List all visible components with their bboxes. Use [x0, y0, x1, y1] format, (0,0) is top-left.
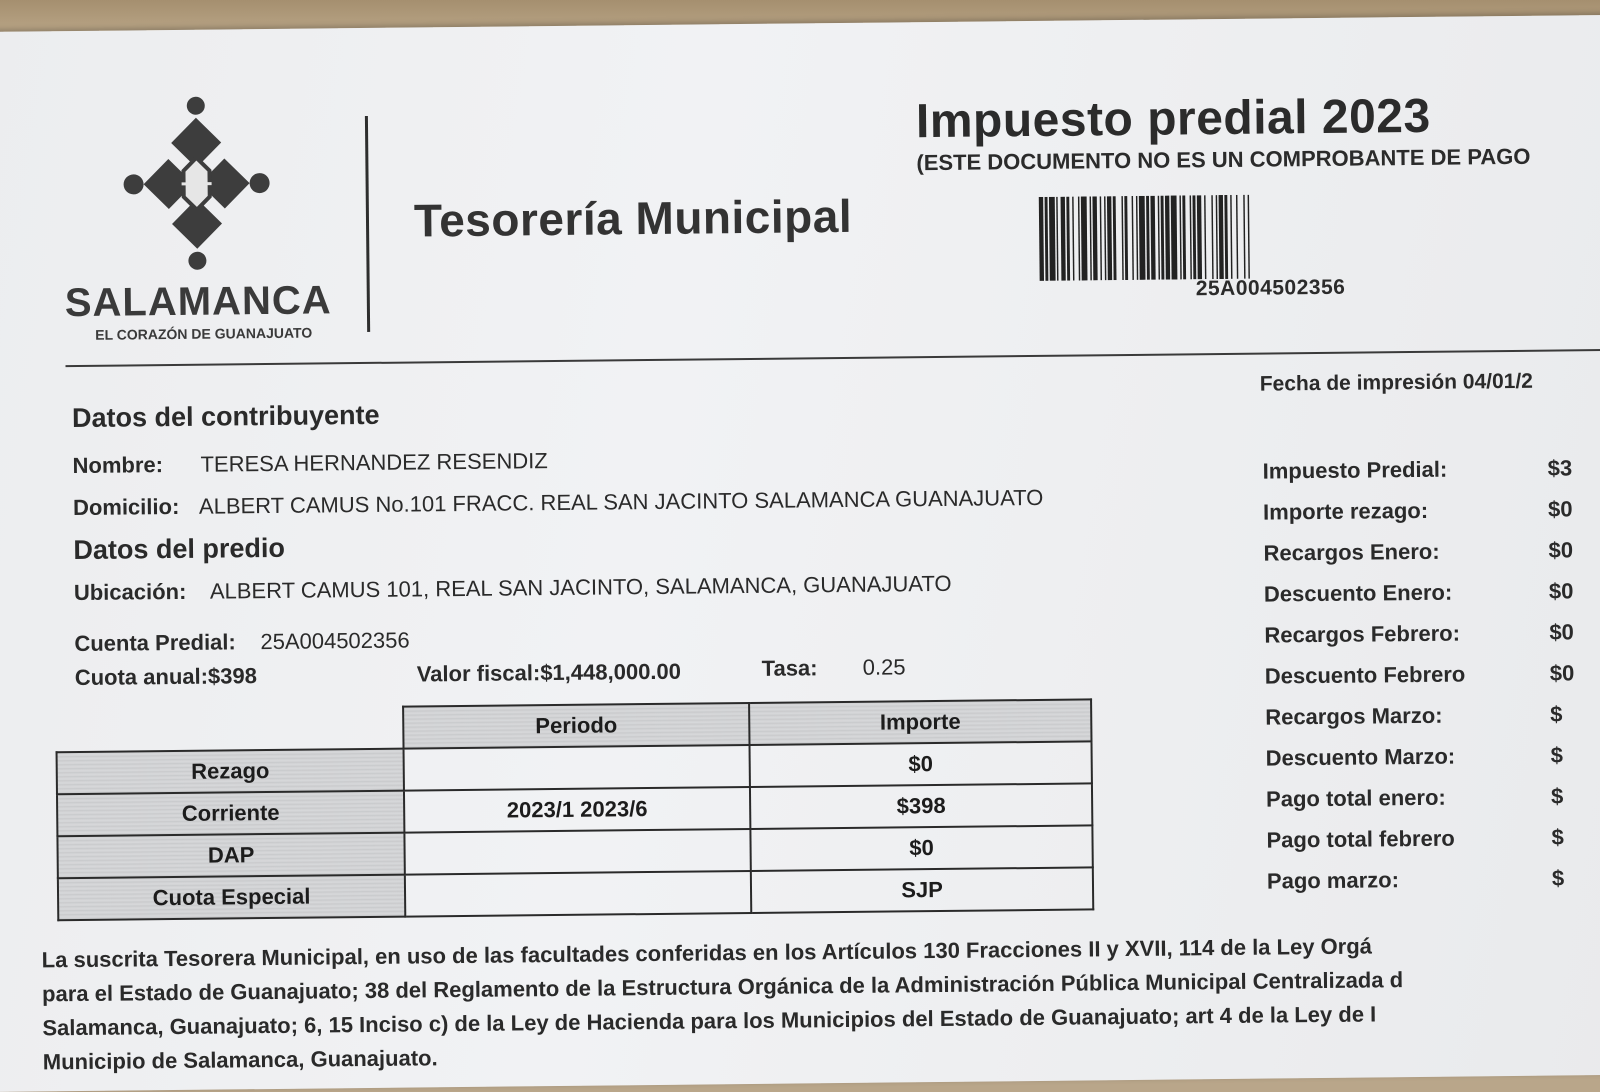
summary-label: Descuento Enero: — [1263, 579, 1453, 607]
summary-value: $0 — [1548, 537, 1574, 563]
period-table — [55, 698, 1094, 921]
row-concept: Cuota Especial — [58, 875, 405, 921]
office-name: Tesorería Municipal — [413, 189, 853, 247]
legal-line: para el Estado de Guanajuato; 38 del Reglamento de la Estructura Orgánica de la Administración Pública Municipal Centralizada d — [41, 967, 1404, 1007]
summary-value: $ — [1550, 701, 1563, 727]
document-note: (ESTE DOCUMENTO NO ES UN COMPROBANTE DE PAGO — [916, 143, 1531, 176]
salamanca-flower-logo-icon — [121, 95, 273, 272]
row-concept: DAP — [57, 833, 404, 879]
name-label: Nombre: — [72, 452, 164, 479]
summary-value: $ — [1551, 824, 1564, 850]
property-section-title: Datos del predio — [73, 532, 286, 566]
summary-label: Descuento Marzo: — [1265, 743, 1456, 771]
location-label: Ubicación: — [73, 578, 187, 606]
summary-label: Pago marzo: — [1266, 867, 1400, 894]
table-corner — [56, 707, 403, 753]
legal-paragraph — [42, 927, 1600, 1080]
name-value: TERESA HERNANDEZ RESENDIZ — [200, 448, 548, 477]
rate-label: Tasa: — [761, 655, 818, 681]
address-value: ALBERT CAMUS No.101 FRACC. REAL SAN JACINTO SALAMANCA GUANAJUATO — [198, 484, 1044, 519]
legal-line: La suscrita Tesorera Municipal, en uso de las facultades conferidas en los Artículos 130 Fracciones II y XVII, 114 de la Ley Orgá — [41, 933, 1373, 973]
row-concept: Corriente — [57, 791, 404, 837]
taxpayer-section-title: Datos del contribuyente — [71, 399, 380, 434]
column-header: Periodo — [403, 703, 749, 749]
summary-value: $3 — [1547, 455, 1573, 481]
barcode-image — [1037, 192, 1498, 281]
summary-label: Recargos Febrero: — [1264, 620, 1461, 648]
barcode-number: 25A004502356 — [1195, 275, 1346, 301]
summary-value: $0 — [1547, 496, 1573, 522]
summary-value: $0 — [1548, 578, 1574, 604]
rate-value: 0.25 — [862, 654, 906, 680]
legal-line: Salamanca, Guanajuato; 6, 15 Inciso c) de la Ley de Hacienda para los Municipios del Estado de Guanajuato; art 4 de la Ley de I — [42, 1001, 1377, 1041]
summary-label: Descuento Febrero — [1264, 661, 1466, 689]
row-period — [404, 829, 750, 875]
summary-value: $ — [1550, 783, 1564, 809]
print-date-value: 04/01/2 — [1462, 369, 1534, 394]
row-period — [404, 745, 750, 791]
row-amount: $0 — [750, 825, 1092, 871]
annual-fee: Cuota anual:$398 — [74, 663, 258, 691]
summary-label: Recargos Enero: — [1263, 538, 1440, 566]
column-header: Importe — [749, 699, 1091, 745]
account-value: 25A004502356 — [260, 627, 410, 655]
row-period — [405, 871, 751, 917]
legal-line: Municipio de Salamanca, Guanajuato. — [42, 1045, 438, 1075]
summary-label: Impuesto Predial: — [1262, 456, 1448, 484]
municipality-name: SALAMANCA — [64, 278, 332, 326]
header-rule — [65, 349, 1600, 367]
summary-value: $0 — [1549, 619, 1574, 645]
summary-label: Pago total febrero — [1266, 825, 1455, 853]
account-label: Cuenta Predial: — [74, 629, 236, 657]
print-date — [1260, 370, 1533, 397]
address-label: Domicilio: — [72, 493, 180, 521]
tax-document — [0, 15, 1600, 1092]
document-title: Impuesto predial 2023 — [915, 89, 1431, 149]
row-concept: Rezago — [57, 749, 404, 795]
municipality-tagline: EL CORAZÓN DE GUANAJUATO — [95, 324, 313, 343]
row-amount: $0 — [750, 741, 1092, 787]
summary-value: $ — [1551, 865, 1565, 891]
row-amount: $398 — [750, 783, 1092, 829]
summary-value: $0 — [1549, 660, 1575, 686]
print-date-label: Fecha de impresión — [1259, 370, 1458, 396]
summary-value: $ — [1550, 742, 1564, 768]
summary-label: Pago total enero: — [1265, 784, 1446, 812]
summary-label: Importe rezago: — [1262, 497, 1429, 525]
row-period: 2023/1 2023/6 — [404, 787, 750, 833]
header-divider — [365, 116, 370, 332]
summary-label: Recargos Marzo: — [1265, 702, 1443, 730]
location-value: ALBERT CAMUS 101, REAL SAN JACINTO, SALAMANCA, GUANAJUATO — [209, 570, 952, 604]
row-amount: SJP — [751, 867, 1093, 913]
fiscal-value: Valor fiscal:$1,448,000.00 — [416, 658, 682, 687]
